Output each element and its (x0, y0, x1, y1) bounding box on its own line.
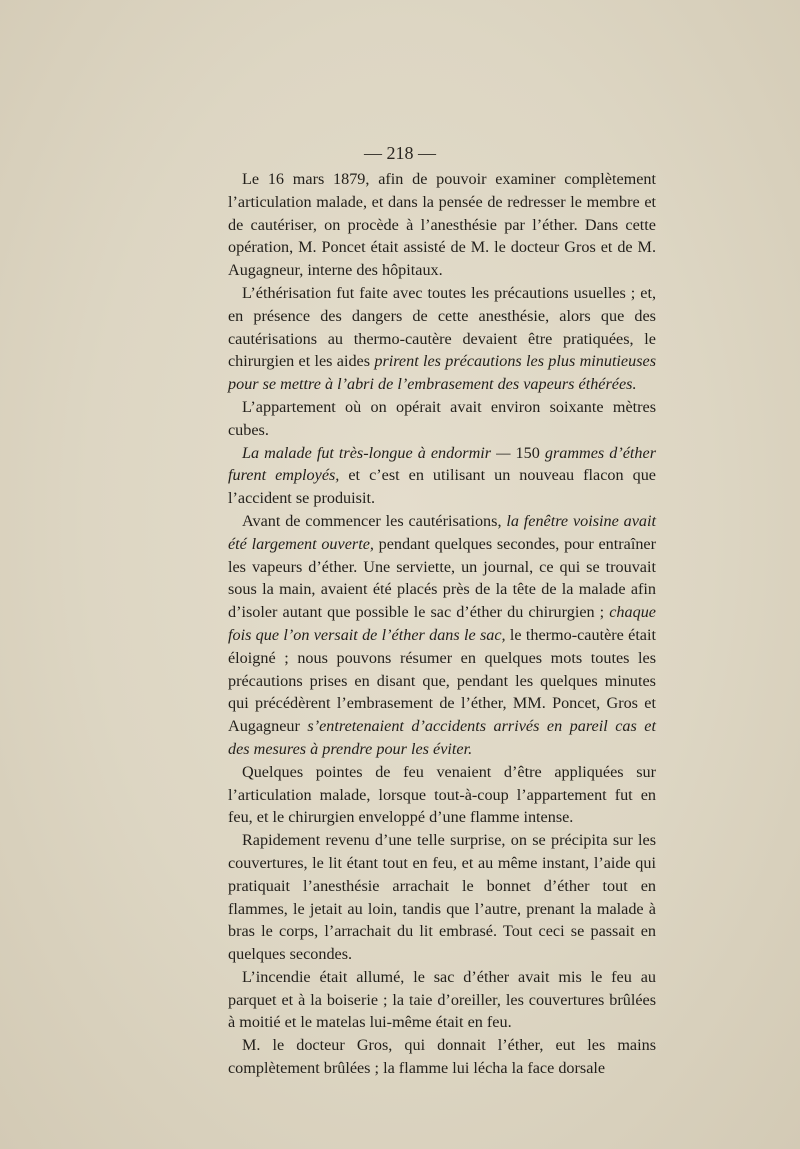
page-number: — 218 — (364, 143, 436, 163)
italic-text: prirent les précautions les plus minutieuses pour se mettre à l’abri de l’embrasement des vapeurs éthérées. (228, 352, 656, 394)
paragraph (228, 168, 656, 282)
text-run: M. le docteur Gros, qui donnait l’éther, eut les mains complètement brûlées ; la flamme lui lécha la face dorsale (228, 1036, 656, 1078)
italic-text: la fenêtre voisine avait été largement ouverte, (228, 511, 656, 553)
text-run: Le 16 mars 1879, afin de pouvoir examiner complètement l’articulation malade, et dans la pensée de redresser le membre et de cautériser, on procède à l’anesthésie par l’éther. Dans cette opération, M. Poncet était assisté de M. le docteur Gros et de M. Augagneur, interne des hôpitaux. (228, 170, 656, 280)
text-body (228, 168, 656, 1080)
paragraph (228, 1034, 656, 1080)
text-run: le thermo-cautère était éloigné ; nous pouvons résumer en quelques mots toutes les précautions prises en disant que, pendant les quelques minutes qui précédèrent l’embrasement de l’éther, MM. Poncet, Gros et Augagneur (228, 625, 656, 736)
text-run: 150 (515, 443, 545, 462)
paragraph (228, 442, 656, 510)
paragraph (228, 761, 656, 829)
paragraph (228, 510, 656, 761)
text-run: Avant de commencer les cautérisations, (242, 511, 507, 530)
italic-text: chaque fois que l’on versait de l’éther dans le sac, (228, 603, 656, 644)
paragraph (228, 966, 656, 1034)
text-run: Rapidement revenu d’une telle surprise, on se précipita sur les couvertures, le lit étant tout en feu, et au même instant, l’aide qui pratiquait l’anesthésie arrachait le bonnet d’éther tout en flammes, le jetait au loin, tandis que l’autre, prenant la malade à bras le corps, l’arrachait du lit embrasé. Tout ceci se passait en quelques secondes. (228, 831, 656, 964)
text-run: pendant quelques secondes, pour entraîner les vapeurs d’éther. Une serviette, un journal, ce qui se trouvait sous la main, avaient été placés près de la tête de la malade afin d’isoler autant que possible le sac d’éther du chirurgien ; (228, 534, 656, 622)
italic-text: grammes d’éther furent employés, (228, 443, 657, 485)
text-run: L’incendie était allumé, le sac d’éther avait mis le feu au parquet et à la boiserie ; la taie d’oreiller, les couvertures brûlées à moitié et le matelas lui-même était en feu. (228, 967, 656, 1032)
italic-text: La malade fut très-longue à endormir — (242, 443, 516, 462)
text-run: L’éthérisation fut faite avec toutes les précautions usuelles ; et, en présence des dangers de cette anesthésie, alors que des cautérisations au thermo-cautère devaient être pratiquées, le chirurgien et les aides (228, 283, 656, 371)
text-run: Quelques pointes de feu venaient d’être appliquées sur l’articulation malade, lorsque tout-à-coup l’appartement fut en feu, et le chirurgien enveloppé d’une flamme intense. (228, 762, 656, 827)
paragraph (228, 396, 656, 442)
paragraph (228, 282, 656, 396)
italic-text: s’entretenaient d’accidents arrivés en pareil cas et des mesures à prendre pour les éviter. (228, 717, 656, 758)
text-run: L’appartement où on opérait avait environ soixante mètres cubes. (228, 397, 656, 439)
paragraph (228, 829, 656, 966)
text-run: et c’est en utilisant un nouveau flacon que l’accident se produisit. (228, 466, 656, 508)
